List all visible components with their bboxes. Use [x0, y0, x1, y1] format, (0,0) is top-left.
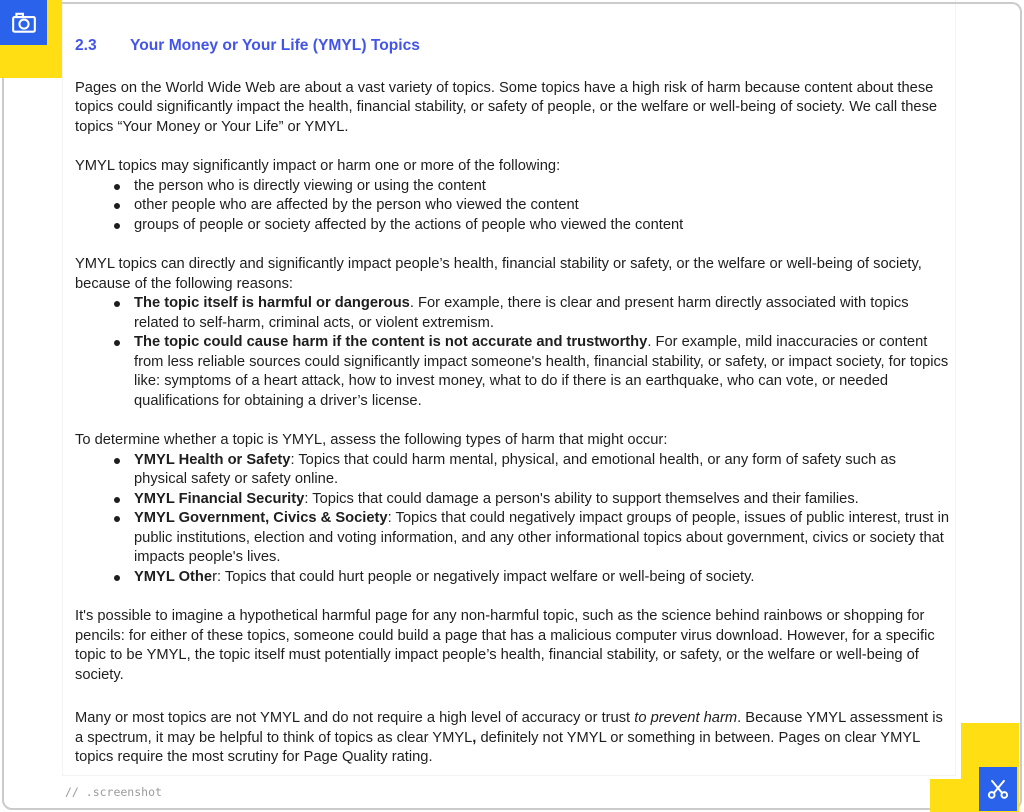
list-item: the person who is directly viewing or using the content: [134, 177, 951, 197]
reasons-list: [75, 294, 951, 411]
paragraph-hypothetical: It's possible to imagine a hypothetical harmful page for any non-harmful topic, such as the science behind rainbows or shopping for pencils: for either of these topics, someone could build a page that has a malicious computer virus download. However, for a specific topic to be YMYL, the topic itself must potentially impact people’s health, financial stability, or safety, or the welfare or well-being of society.: [75, 608, 935, 683]
watermark-label: // .screenshot: [65, 785, 162, 799]
list-item: YMYL Financial Security: Topics that could damage a person's ability to support themselves and their families.: [134, 490, 951, 510]
paragraph-ymyl-definition: Pages on the World Wide Web are about a vast variety of topics. Some topics have a high risk of harm because content about these topics could significantly impact the health, financial stability, or safety of people, or the welfare or well-being of society. We call these topics “Your Money or Your Life” or YMYL.: [75, 79, 938, 135]
list-item: groups of people or society affected by the actions of people who viewed the content: [134, 216, 951, 236]
paragraph-spectrum: Many or most topics are not YMYL and do not require a high level of accuracy or trust to prevent harm. Because YMYL assessment is a spectrum, it may be helpful to think of topics as clear YMYL, definitely not YMYL or something in between. Pages on clear YMYL topics require the most scrutiny for Page Quality rating.: [75, 710, 943, 765]
section-number: 2.3: [75, 37, 97, 54]
list-item: The topic itself is harmful or dangerous. For example, there is clear and present harm directly associated with topics related to self-harm, criminal acts, or violent extremism.: [134, 294, 951, 333]
crop-button[interactable]: [979, 767, 1017, 811]
harm-types-intro: To determine whether a topic is YMYL, assess the following types of harm that might occur:: [75, 432, 668, 448]
list-item: YMYL Government, Civics & Society: Topics that could negatively impact groups of people, issues of public interest, trust in public institutions, election and voting information, and any other informational topics about government, civics or society that impacts people's lives.: [134, 509, 951, 568]
section-title: Your Money or Your Life (YMYL) Topics: [130, 37, 420, 54]
impact-intro: YMYL topics may significantly impact or harm one or more of the following:: [75, 158, 561, 174]
camera-icon: [11, 11, 37, 35]
impact-list: [75, 177, 951, 236]
document-content: [75, 36, 951, 788]
list-item: other people who are affected by the person who viewed the content: [134, 196, 951, 216]
harm-types-list: [75, 451, 951, 588]
list-item: The topic could cause harm if the content is not accurate and trustworthy. For example, mild inaccuracies or content from less reliable sources could significantly impact someone's health, financial stability, or safety, or impact society, for topics like: symptoms of a heart attack, how to invest money, what to do if there is an earthquake, who can vote, or needed qualifications for obtaining a driver’s license.: [134, 333, 951, 411]
reasons-intro: YMYL topics can directly and significantly impact people’s health, financial stability or safety, or the welfare or well-being of society, because of the following reasons:: [75, 256, 922, 292]
scissors-icon: [985, 776, 1011, 802]
list-item: YMYL Other: Topics that could hurt people or negatively impact welfare or well-being of society.: [134, 568, 951, 588]
list-item: YMYL Health or Safety: Topics that could harm mental, physical, and emotional health, or any form of safety such as physical safety or safety online.: [134, 451, 951, 490]
camera-button[interactable]: [0, 0, 47, 45]
section-heading: [75, 36, 951, 56]
